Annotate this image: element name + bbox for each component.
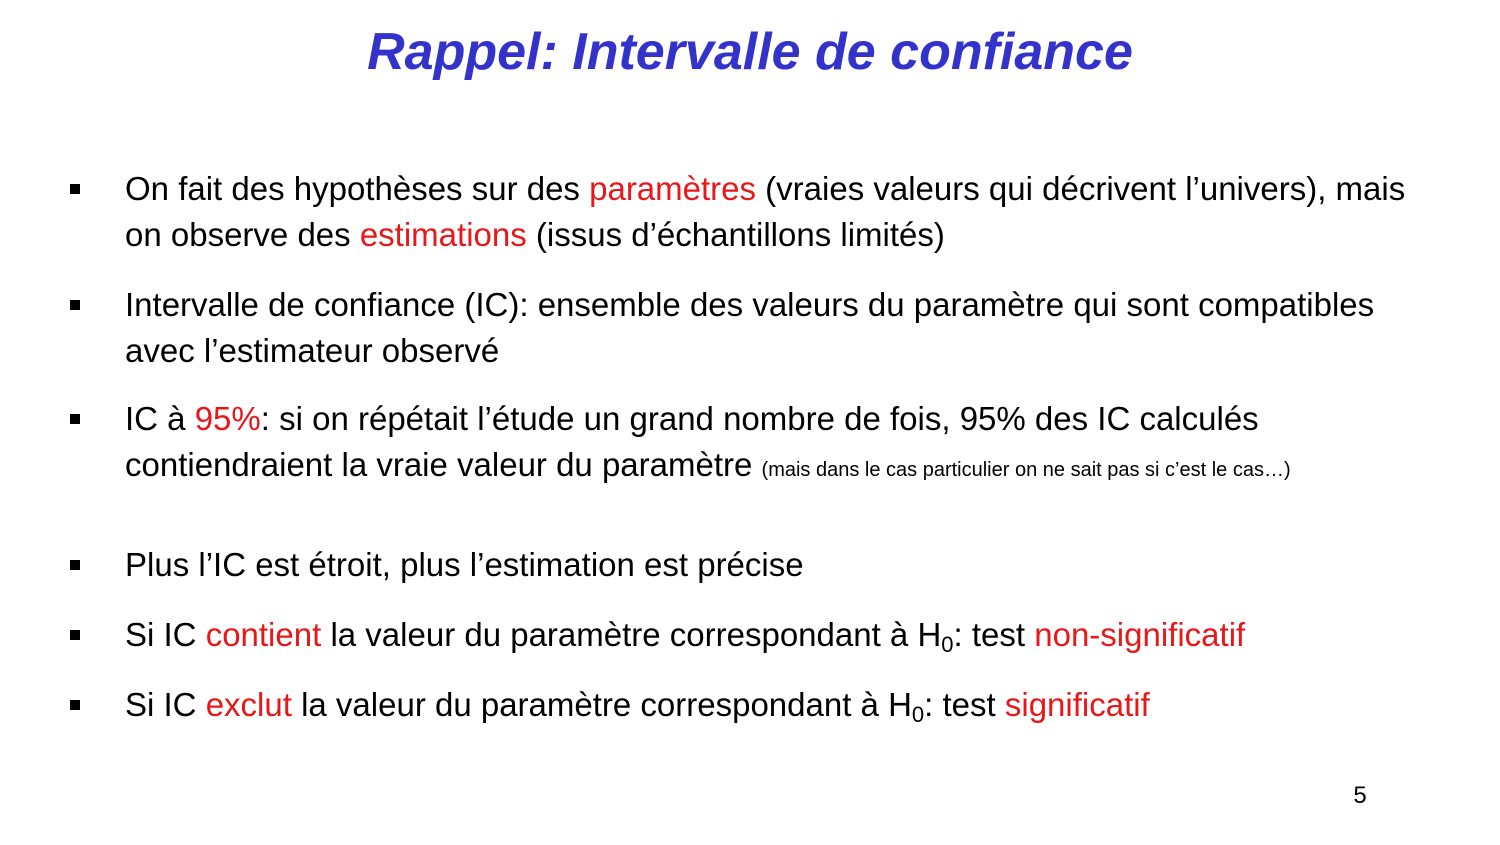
- highlight-95: 95%: [194, 400, 261, 437]
- text-segment: (issus d’échantillons limités): [526, 216, 945, 253]
- subscript-zero: 0: [941, 632, 954, 657]
- square-bullet-icon: [70, 630, 80, 640]
- small-note: (mais dans le cas particulier on ne sait pas si c’est le cas…): [761, 459, 1291, 481]
- page-number: 5: [1353, 782, 1367, 809]
- bullet-text: [125, 612, 1445, 658]
- highlight-contient: contient: [205, 616, 322, 653]
- highlight-estimations: estimations: [359, 216, 527, 253]
- text-segment: IC à: [125, 400, 195, 437]
- highlight-non-significatif: non-significatif: [1034, 616, 1246, 653]
- text-segment: : test: [953, 616, 1035, 653]
- square-bullet-icon: [70, 184, 80, 194]
- text-segment: (vraies valeurs qui décrivent l’univers), mais on observe des: [125, 170, 1406, 253]
- text-segment: Plus l’IC est étroit, plus l’estimation est précise: [125, 546, 804, 583]
- bullet-text: [125, 282, 1445, 374]
- square-bullet-icon: [70, 300, 80, 310]
- text-segment: : si on répétait l’étude un grand nombre de fois, 95% des IC calculés contiendraient la vraie valeur du paramètre: [125, 400, 1259, 483]
- bullet-text: [125, 166, 1445, 258]
- text-segment: : test: [924, 686, 1005, 723]
- text-segment: Si IC: [125, 616, 206, 653]
- square-bullet-icon: [70, 414, 80, 424]
- square-bullet-icon: [70, 700, 80, 710]
- bullet-text: [125, 682, 1445, 728]
- square-bullet-icon: [70, 560, 80, 570]
- bullet-text: [125, 542, 1445, 588]
- bullet-text: [125, 396, 1445, 488]
- subscript-zero: 0: [911, 702, 925, 727]
- highlight-exclut: exclut: [205, 686, 292, 723]
- text-segment: Si IC: [125, 686, 206, 723]
- text-segment: On fait des hypothèses sur des: [125, 170, 590, 207]
- highlight-significatif: significatif: [1004, 686, 1150, 723]
- text-segment: Intervalle de confiance (IC): ensemble des valeurs du paramètre qui sont compatibles avec l’estimateur observé: [125, 286, 1375, 369]
- slide-title: Rappel: Intervalle de confiance: [367, 23, 1133, 81]
- highlight-parametres: paramètres: [589, 170, 757, 207]
- text-segment: la valeur du paramètre correspondant à H: [291, 686, 912, 723]
- text-segment: la valeur du paramètre correspondant à H: [321, 616, 942, 653]
